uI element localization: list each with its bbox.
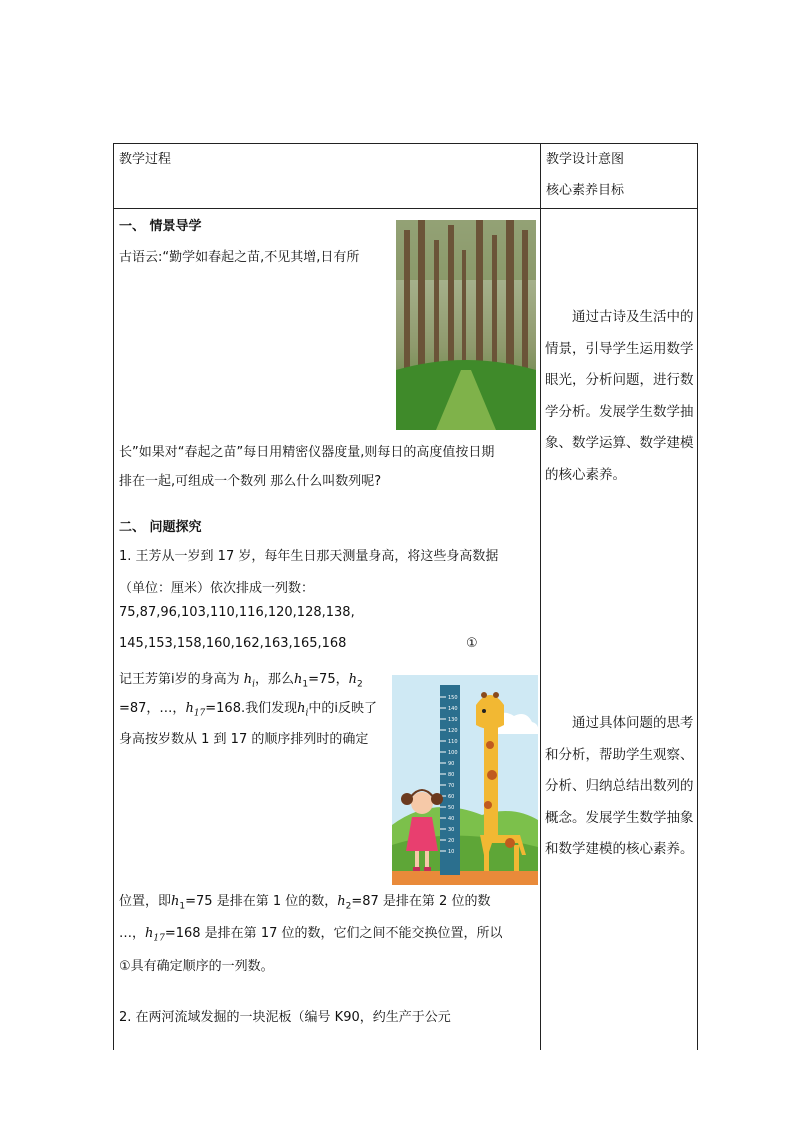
height-sequence-line2: 145,153,158,160,162,163,165,168 [119,636,347,651]
ruler-tick-label: 50 [448,805,455,811]
ruler-tick-label: 40 [448,816,455,822]
problem1-line1: 1. 王芳从一岁到 17 岁，每年生日那天测量身高，将这些身高数据 [119,549,499,564]
section2-title: 二、 问题探究 [119,520,202,535]
section1-line3: 排在一起,可组成一个数列 那么什么叫数列呢? [119,474,382,489]
column-divider [540,143,541,1050]
ruler-tick-label: 10 [448,849,455,855]
problem2-line1: 2. 在两河流域发掘的一块泥板（编号 K90，约生产于公元 [119,1010,451,1025]
design-intent-1: 通过古诗及生活中的情景，引导学生运用数学眼光，分析问题，进行数学分析。发展学生数学抽象、数学运算、数学建模的核心素养。 [545,309,694,483]
section1-line2: 长”如果对“春起之苗”每日用精密仪器度量,则每日的高度值按日期 [119,445,495,460]
ruler-tick-label: 110 [448,739,458,745]
header-teaching-process: 教学过程 [119,152,172,167]
section1-title: 一、 情景导学 [119,219,202,234]
giraffe-height-chart-illustration [392,675,538,885]
table-right-border [697,143,698,1050]
problem1-line4: =87，…，$h_{17}=168$.我们发现$h_i$中的i反映了 [119,701,377,719]
design-intent-2: 通过具体问题的思考和分析，帮助学生观察、分析、归纳总结出数列的概念。发展学生数学抽象和数学建模的核心素养。 [545,715,694,857]
problem1-line5: 身高按岁数从 1 到 17 的顺序排列时的确定 [119,732,369,747]
problem1-line2: （单位：厘米）依次排成一列数： [119,581,315,596]
ruler-tick-label: 80 [448,772,455,778]
header-design-intent: 教学设计意图 [546,152,625,167]
ruler-tick-label: 120 [448,728,458,734]
ruler-tick-label: 140 [448,706,458,712]
ruler-tick-label: 150 [448,695,458,701]
ruler-tick-label: 70 [448,783,455,789]
forest-photo [396,220,536,430]
ruler-tick-label: 20 [448,838,455,844]
ruler-tick-label: 100 [448,750,458,756]
table-top-border [113,143,698,144]
ruler-tick-label: 90 [448,761,455,767]
sequence-mark-1: ① [466,636,478,651]
ruler-tick-label: 30 [448,827,455,833]
height-sequence-line1: 75,87,96,103,110,116,120,128,138, [119,605,355,620]
problem1-line8: ①具有确定顺序的一列数。 [119,959,274,974]
header-core-goals: 核心素养目标 [546,183,625,198]
problem1-line6: 位置，即$h_1=75$ 是排在第 1 位的数，$h_2=87$ 是排在第 2 位的数 [119,894,491,912]
problem1-line3: 记王芳第i岁的身高为 $h_i$，那么$h_1=75$，$h_2$ [119,672,363,690]
problem1-line7: …，$h_{17}=168$ 是排在第 17 位的数，它们之间不能交换位置，所以 [119,926,503,944]
header-bottom-border [113,208,698,209]
ruler-tick-label: 130 [448,717,458,723]
table-left-border [113,143,114,1050]
ruler-tick-label: 60 [448,794,455,800]
section1-line1: 古语云:“勤学如春起之苗,不见其增,日有所 [119,250,360,265]
